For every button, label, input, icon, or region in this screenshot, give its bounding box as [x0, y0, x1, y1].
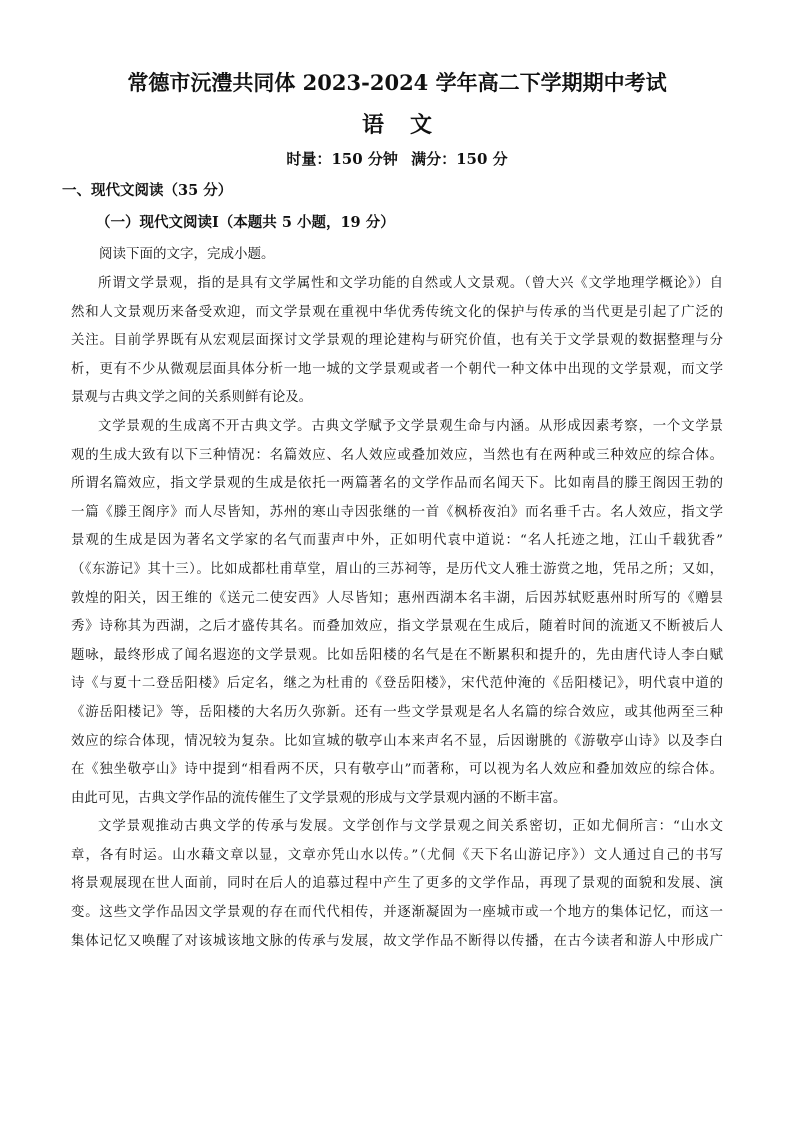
- time-limit: 时量：150 分钟: [286, 150, 398, 168]
- passage-line: 将景观展现在世人面前，同时在后人的追慕过程中产生了更多的文学作品，再现了景观的面貌和发展、演: [71, 876, 723, 892]
- passage-line: 文学景观推动古典文学的传承与发展。文学创作与文学景观之间关系密切，正如尤侗所言：“山水文: [98, 819, 723, 835]
- passage-line: 章，各有时运。山水藉文章以显，文章亦凭山水以传。”（尤侗《天下名山游记序》）文人通过自己的书写: [71, 847, 723, 863]
- passage-line: 变。这些文学作品因文学景观的存在而代代相传，并逐渐凝固为一座城市或一个地方的集体记忆，而这一: [71, 905, 723, 921]
- passage-line: 文学景观的生成离不开古典文学。古典文学赋予文学景观生命与内涵。从形成因素考察，一个文学景: [98, 418, 723, 434]
- exam-title: 常德市沅澧共同体 2023-2024 学年高二下学期期中考试: [127, 70, 667, 95]
- passage-line: 观的生成大致有以下三种情况：名篇效应、名人效应或叠加效应，当然也有在两种或三种效应的综合体。: [71, 447, 723, 463]
- passage-line: 集体记忆又唤醒了对该城该地文脉的传承与发展，故文学作品不断得以传播，在古今读者和游人中形成广: [71, 933, 723, 949]
- passage-line: 《游岳阳楼记》等，岳阳楼的大名历久弥新。还有一些文学景观是名人名篇的综合效应，或其他两至三种: [71, 704, 723, 720]
- passage-line: 析，更有不少从微观层面具体分析一地一城的文学景观或者一个朝代一种文体中出现的文学景观，而文学: [71, 361, 723, 377]
- exam-meta: [0, 146, 794, 172]
- passage-line: 所谓名篇效应，指文学景观的生成是依托一两篇著名的文学作品而名闻天下。比如南昌的滕王阁因王勃的: [71, 476, 723, 492]
- reading-passage: [71, 270, 723, 956]
- section-heading: 一、现代文阅读（35 分）: [62, 182, 233, 199]
- passage-line: 关注。目前学界既有从宏观层面探讨文学景观的理论建构与研究价值，也有关于文学景观的数据整理与分: [71, 333, 723, 349]
- passage-line: 效应的综合体现，情况较为复杂。比如宣城的敬亭山本来声名不显，后因谢朓的《游敬亭山诗》以及李白: [71, 733, 723, 749]
- passage-line: 在《独坐敬亭山》诗中提到“相看两不厌，只有敬亭山”而著称，可以视为名人效应和叠加效应的综合体。: [71, 762, 723, 778]
- passage-line: 诗《与夏十二登岳阳楼》后定名，继之为杜甫的《登岳阳楼》，宋代范仲淹的《岳阳楼记》，明代袁中道的: [71, 676, 723, 692]
- passage-line: 秀》诗称其为西湖，之后才盛传其名。而叠加效应，指文学景观在生成后，随着时间的流逝又不断被后人: [71, 619, 723, 635]
- subsection-heading: （一）现代文阅读Ⅰ（本题共 5 小题，19 分）: [96, 214, 395, 231]
- passage-line: （《东游记》其十三）。比如成都杜甫草堂，眉山的三苏祠等，是历代文人雅士游赏之地，凭吊之所；又如，: [71, 561, 723, 577]
- reading-instruction: 阅读下面的文字，完成小题。: [99, 246, 275, 262]
- passage-line: 由此可见，古典文学作品的流传催生了文学景观的形成与文学景观内涵的不断丰富。: [71, 790, 567, 806]
- subject-title: 语文: [361, 112, 458, 138]
- passage-line: 题咏，最终形成了闻名遐迩的文学景观。比如岳阳楼的名气是在不断累积和提升的，先由唐代诗人李白赋: [71, 647, 723, 663]
- passage-line: 然和人文景观历来备受欢迎，而文学景观在重视中华优秀传统文化的保护与传承的当代更是引起了广泛的: [71, 304, 723, 320]
- passage-line: 景观与古典文学之间的关系则鲜有论及。: [71, 390, 313, 406]
- passage-line: 景观的生成是因为著名文学家的名气而蜚声中外，正如明代袁中道说：“名人托迹之地，江山千载犹香”: [71, 533, 723, 549]
- full-score: 满分：150 分: [411, 150, 508, 168]
- passage-line: 所谓文学景观，指的是具有文学属性和文学功能的自然或人文景观。（曾大兴《文学地理学概论》）自: [98, 276, 723, 291]
- passage-line: 敦煌的阳关，因王维的《送元二使安西》人尽皆知；惠州西湖本名丰湖，后因苏轼贬惠州时所写的《赠昙: [71, 590, 723, 606]
- passage-line: 一篇《滕王阁序》而人尽皆知，苏州的寒山寺因张继的一首《枫桥夜泊》而名垂千古。名人效应，指文学: [71, 504, 723, 520]
